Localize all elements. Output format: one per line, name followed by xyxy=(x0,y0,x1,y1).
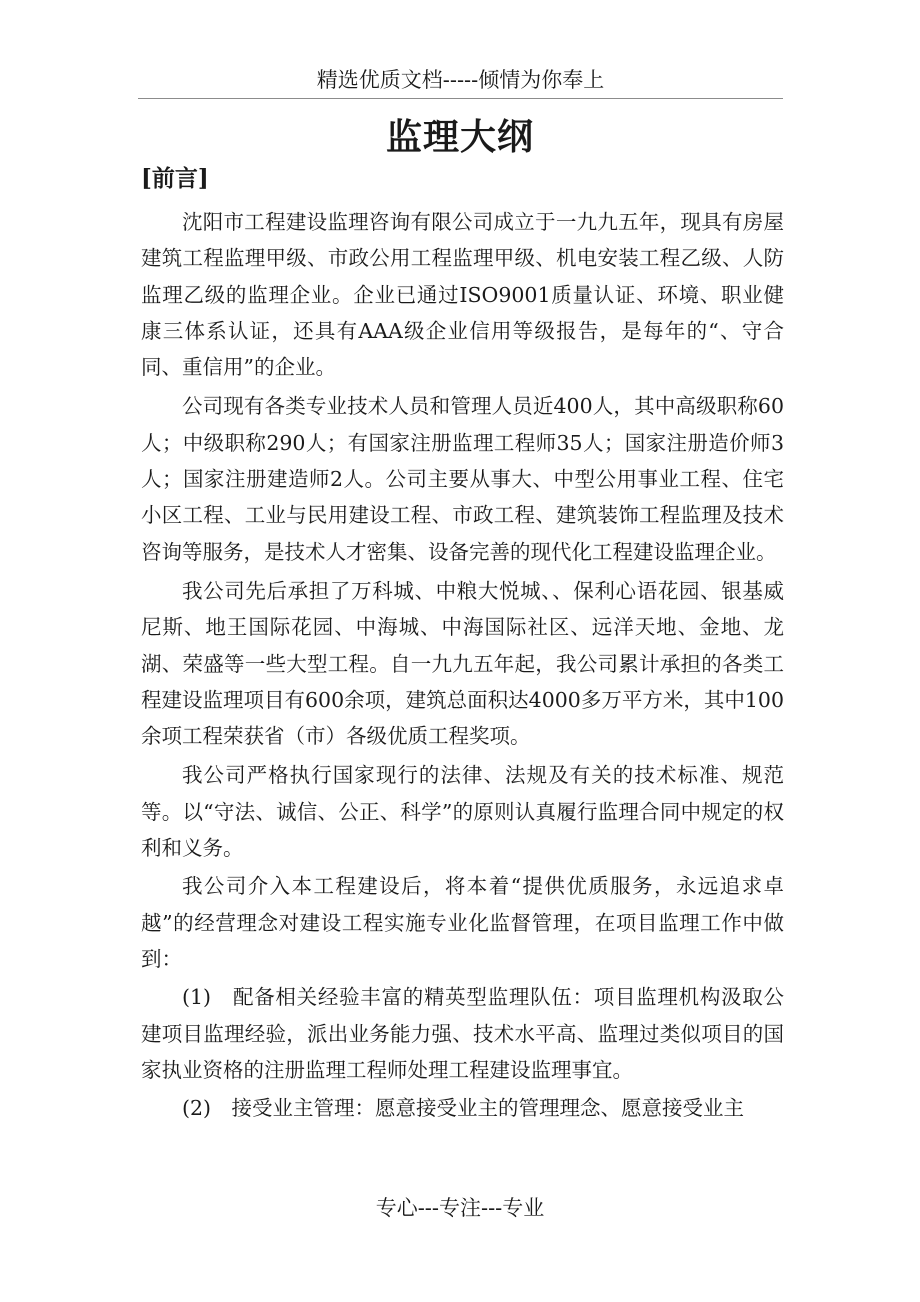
paragraph-projects: 我公司先后承担了万科城、中粮大悦城、、保利心语花园、银基威尼斯、地王国际花园、中海城、中海国际社区、远洋天地、金地、龙湖、荣盛等一些大型工程。自一九九五年起，我公司累计承担的各类工程建设监理项目有600余项，建筑总面积达4000多万平方米，其中100余项工程荣获省（市）各级优质工程奖项。 xyxy=(141,578,784,749)
list-item-2: (2) 接受业主管理：愿意接受业主的管理理念、愿意接受业主 xyxy=(182,1096,745,1121)
section-heading-preface: [前言] xyxy=(141,165,209,192)
paragraph-company-intro: 沈阳市工程建设监理咨询有限公司成立于一九九五年，现具有房屋建筑工程监理甲级、市政公用工程监理甲级、机电安装工程乙级、人防监理乙级的监理企业。企业已通过ISO9001质量认证、环境、职业健康三体系认证，还具有AAA级企业信用等级报告，是每年的“、守合同、重信用”的企业。 xyxy=(141,210,784,380)
page-header: 精选优质文档-----倾情为你奉上 xyxy=(138,64,783,99)
paragraph-principles: 我公司严格执行国家现行的法律、法规及有关的技术标准、规范等。以“守法、诚信、公正、科学”的原则认真履行监理合同中规定的权利和义务。 xyxy=(141,763,784,861)
document-body xyxy=(141,204,784,1128)
document-title: 监理大纲 xyxy=(385,116,534,158)
paragraph-commitment: 我公司介入本工程建设后，将本着“提供优质服务，永远追求卓越”的经营理念对建设工程实施专业化监督管理，在项目监理工作中做到： xyxy=(141,874,784,971)
paragraph-staff: 公司现有各类专业技术人员和管理人员近400人，其中高级职称60人；中级职称290人；有国家注册监理工程师35人；国家注册造价师3人；国家注册建造师2人。公司主要从事大、中型公用事业工程、住宅小区工程、工业与民用建设工程、市政工程、建筑装饰工程监理及技术咨询等服务，是技术人才密集、设备完善的现代化工程建设监理企业。 xyxy=(141,394,784,564)
page-footer: 专心---专注---专业 xyxy=(375,1196,545,1220)
list-item-1: (1) 配备相关经验丰富的精英型监理队伍：项目监理机构汲取公建项目监理经验，派出业务能力强、技术水平高、监理过类似项目的国家执业资格的注册监理工程师处理工程建设监理事宜。 xyxy=(141,985,784,1082)
